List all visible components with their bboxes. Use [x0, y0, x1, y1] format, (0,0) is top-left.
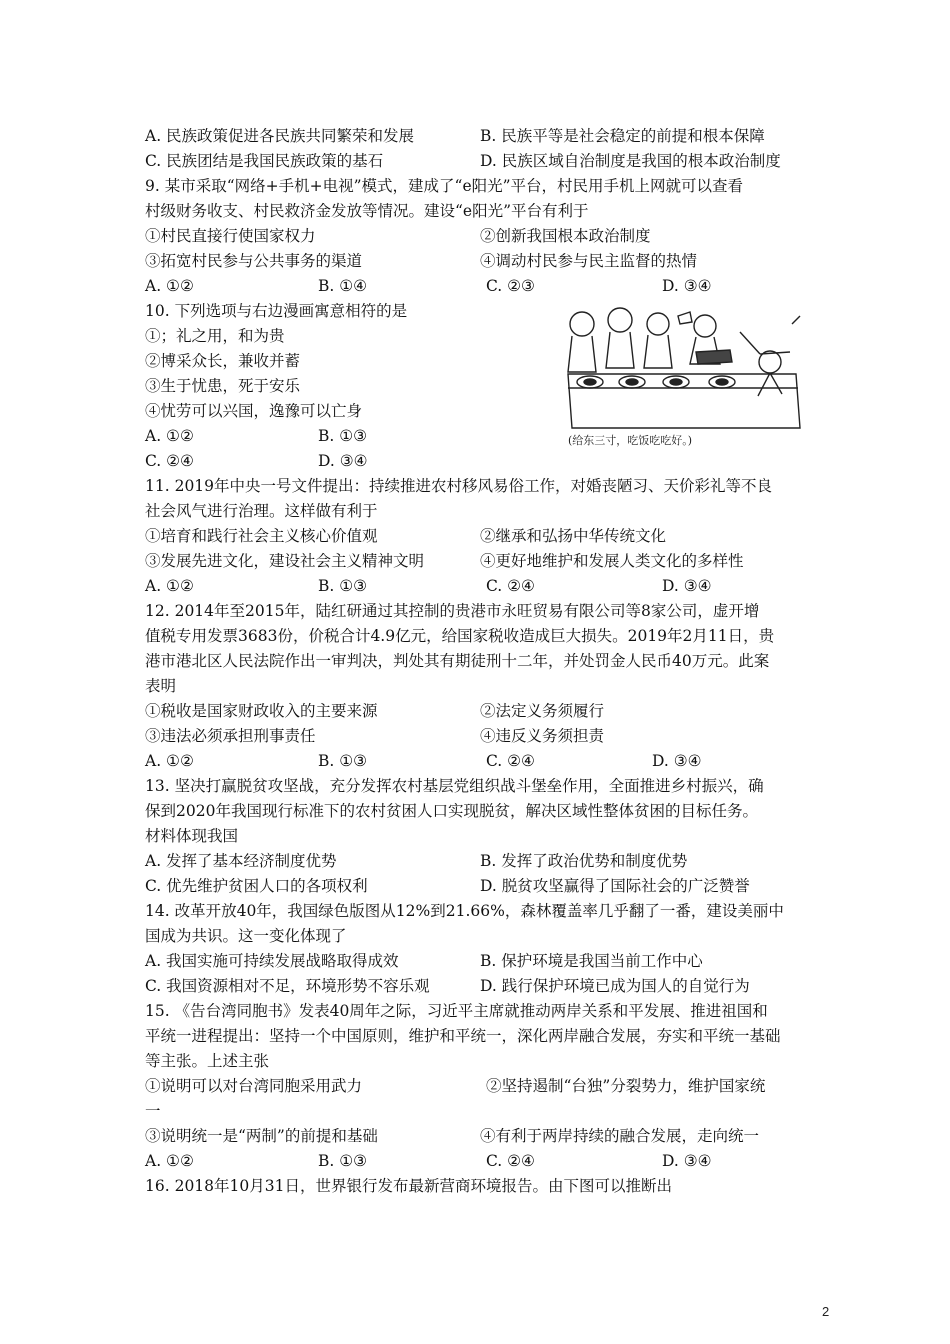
q12-item-1: ①税收是国家财政收入的主要来源 — [145, 702, 378, 720]
q15-option-a: A. ①② — [145, 1152, 194, 1170]
q9-item-2: ②创新我国根本政治制度 — [480, 227, 651, 245]
q12-option-a: A. ①② — [145, 752, 194, 770]
q15-stem-line2: 平统一进程提出：坚持一个中国原则，维护和平统一，深化两岸融合发展，夯实和平统一基础 — [145, 1027, 781, 1045]
q10-option-c: C. ②④ — [145, 452, 194, 470]
q8-option-d: D. 民族区域自治制度是我国的根本政治制度 — [480, 152, 781, 170]
q9-stem-line2: 村级财务收支、村民救济金发放等情况。建设“e阳光”平台有利于 — [145, 202, 589, 220]
q11-item-3: ③发展先进文化，建设社会主义精神文明 — [145, 552, 425, 570]
q10-option-b: B. ①③ — [318, 427, 368, 445]
q10-item-4: ④忧劳可以兴国，逸豫可以亡身 — [145, 402, 363, 420]
q12-stem-line3: 港市港北区人民法院作出一审判决，判处其有期徒刑十二年，并处罚金人民币40万元。此案 — [145, 652, 770, 670]
q15-item-1: ①说明可以对台湾同胞采用武力 — [145, 1077, 363, 1095]
q12-option-d: D. ③④ — [652, 752, 702, 770]
q11-option-b: B. ①③ — [318, 577, 368, 595]
q10-item-1: ①；礼之用，和为贵 — [145, 327, 285, 345]
q8-option-c: C. 民族团结是我国民族政策的基石 — [145, 152, 384, 170]
cartoon-image — [560, 302, 810, 450]
q8-option-a: A. 民族政策促进各民族共同繁荣和发展 — [145, 127, 415, 145]
q8-option-b: B. 民族平等是社会稳定的前提和根本保障 — [480, 127, 765, 145]
q13-stem-line1: 13. 坚决打赢脱贫攻坚战，充分发挥农村基层党组织战斗堡垒作用，全面推进乡村振兴，确 — [145, 777, 764, 795]
q12-option-c: C. ②④ — [486, 752, 535, 770]
q11-option-d: D. ③④ — [662, 577, 712, 595]
q9-stem-line1: 9. 某市采取“网络+手机+电视”模式，建成了“e阳光”平台，村民用手机上网就可以查看 — [145, 177, 744, 195]
q9-option-a: A. ①② — [145, 277, 194, 295]
q10-option-d: D. ③④ — [318, 452, 368, 470]
q13-option-d: D. 脱贫攻坚赢得了国际社会的广泛赞誉 — [480, 877, 750, 895]
q15-stem-line3: 等主张。上述主张 — [145, 1052, 270, 1070]
q12-item-3: ③违法必须承担刑事责任 — [145, 727, 316, 745]
q12-stem-line4: 表明 — [145, 677, 177, 695]
q12-option-b: B. ①③ — [318, 752, 368, 770]
q14-stem-line1: 14. 改革开放40年，我国绿色版图从12%到21.66%，森林覆盖率几乎翻了一番，建设美丽中 — [145, 902, 784, 920]
q15-item-3: ③说明统一是“两制”的前提和基础 — [145, 1127, 378, 1145]
q12-stem-line1: 12. 2014年至2015年，陆红研通过其控制的贵港市永旺贸易有限公司等8家公司，虚开增 — [145, 602, 760, 620]
q14-option-d: D. 践行保护环境已成为国人的自觉行为 — [480, 977, 750, 995]
q12-item-2: ②法定义务须履行 — [480, 702, 605, 720]
q13-option-b: B. 发挥了政治优势和制度优势 — [480, 852, 688, 870]
q13-option-a: A. 发挥了基本经济制度优势 — [145, 852, 337, 870]
q11-stem-line2: 社会风气进行治理。这样做有利于 — [145, 502, 378, 520]
q11-item-4: ④更好地维护和发展人类文化的多样性 — [480, 552, 744, 570]
q15-item-4: ④有利于两岸持续的融合发展，走向统一 — [480, 1127, 760, 1145]
q9-option-d: D. ③④ — [662, 277, 712, 295]
q9-item-3: ③拓宽村民参与公共事务的渠道 — [145, 252, 363, 270]
q15-item-2-cont: 一 — [145, 1102, 161, 1120]
q9-option-c: C. ②③ — [486, 277, 535, 295]
q11-stem-line1: 11. 2019年中央一号文件提出：持续推进农村移风易俗工作，对婚丧陋习、天价彩礼等不良 — [145, 477, 773, 495]
q15-option-b: B. ①③ — [318, 1152, 368, 1170]
cartoon-caption: (给东三寸，吃饭吃吃好。) — [568, 434, 693, 447]
q15-item-2: ②坚持遏制“台独”分裂势力，维护国家统 — [486, 1077, 766, 1095]
q10-stem: 10. 下列选项与右边漫画寓意相符的是 — [145, 302, 408, 320]
q14-stem-line2: 国成为共识。这一变化体现了 — [145, 927, 347, 945]
q14-option-a: A. 我国实施可持续发展战略取得成效 — [145, 952, 399, 970]
q9-option-b: B. ①④ — [318, 277, 368, 295]
q13-option-c: C. 优先维护贫困人口的各项权利 — [145, 877, 368, 895]
q9-item-4: ④调动村民参与民主监督的热情 — [480, 252, 698, 270]
q13-stem-line3: 材料体现我国 — [145, 827, 239, 845]
q11-item-1: ①培育和践行社会主义核心价值观 — [145, 527, 378, 545]
q15-option-c: C. ②④ — [486, 1152, 535, 1170]
q14-option-c: C. 我国资源相对不足，环境形势不容乐观 — [145, 977, 430, 995]
q9-item-1: ①村民直接行使国家权力 — [145, 227, 316, 245]
q15-stem-line1: 15. 《告台湾同胞书》发表40周年之际，习近平主席就推动两岸关系和平发展、推进祖国和 — [145, 1002, 768, 1020]
q10-option-a: A. ①② — [145, 427, 194, 445]
q15-option-d: D. ③④ — [662, 1152, 712, 1170]
q14-option-b: B. 保护环境是我国当前工作中心 — [480, 952, 703, 970]
q16-stem: 16. 2018年10月31日，世界银行发布最新营商环境报告。由下图可以推断出 — [145, 1177, 672, 1195]
q12-item-4: ④违反义务须担责 — [480, 727, 605, 745]
q11-option-c: C. ②④ — [486, 577, 535, 595]
q10-item-3: ③生于忧患，死于安乐 — [145, 377, 301, 395]
q13-stem-line2: 保到2020年我国现行标准下的农村贫困人口实现脱贫，解决区域性整体贫困的目标任务。 — [145, 802, 758, 820]
q11-item-2: ②继承和弘扬中华传统文化 — [480, 527, 667, 545]
page-number: 2 — [822, 1304, 830, 1319]
q12-stem-line2: 值税专用发票3683份，价税合计4.9亿元，给国家税收造成巨大损失。2019年2月11日，贵 — [145, 627, 775, 645]
q11-option-a: A. ①② — [145, 577, 194, 595]
q10-item-2: ②博采众长，兼收并蓄 — [145, 352, 301, 370]
